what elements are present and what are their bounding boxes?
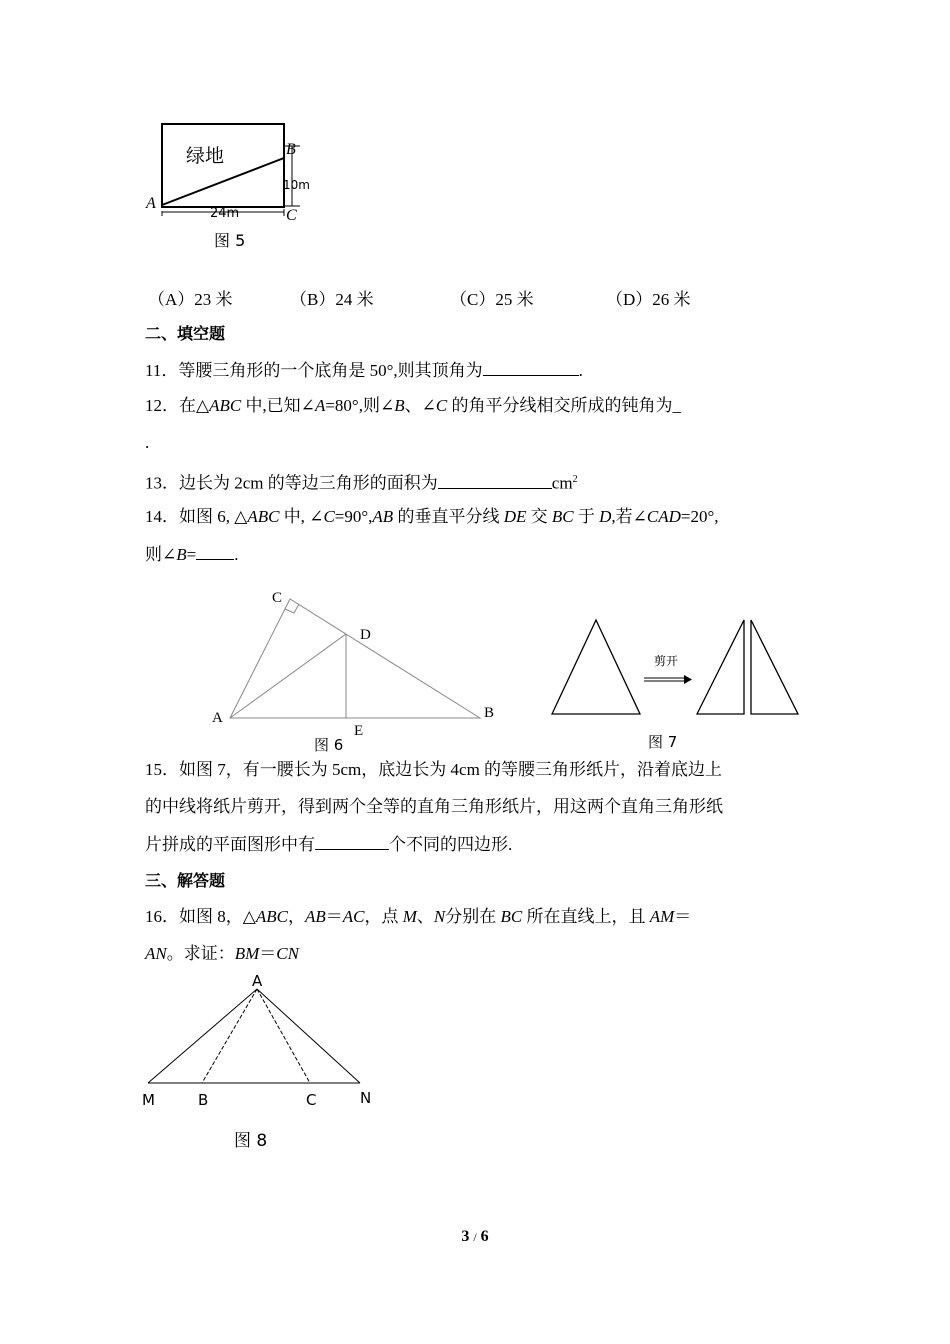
segment-am — [148, 989, 257, 1083]
option-b: （B）24 米 — [290, 290, 374, 309]
option-d: （D）26 米 — [606, 290, 691, 309]
arrow-head — [684, 675, 692, 684]
option-a: （A）23 米 — [148, 290, 233, 309]
arrow-label: 剪开 — [654, 654, 679, 668]
answer-blank — [483, 359, 579, 376]
label-a: A — [212, 710, 223, 726]
figure-6 — [200, 582, 520, 757]
label-b: B — [484, 705, 495, 721]
label-m: M — [142, 1091, 155, 1109]
question-15-line1: 15．如图 7，有一腰长为 5cm，底边长为 4cm 的等腰三角形纸片，沿着底边上 — [145, 760, 723, 779]
label-a: A — [146, 195, 156, 212]
answer-blank — [438, 472, 552, 489]
question-14-cont: 则∠B= . — [145, 545, 239, 564]
answer-blank — [315, 833, 389, 850]
segment-ac — [257, 989, 310, 1083]
section-fill-blank: 二、填空题 — [145, 324, 226, 343]
label-c: C — [286, 207, 297, 224]
question-13: 13．边长为 2cm 的等边三角形的面积为 $cm^2$ — [145, 473, 578, 493]
figure-5 — [140, 118, 320, 258]
triangle-abc — [230, 599, 480, 718]
question-16: 16．如图 8，△ABC，AB＝AC，点 M、N分别在 BC 所在直线上，且 AM＝ — [145, 907, 692, 926]
label-c: C — [272, 590, 283, 606]
label-b: B — [286, 141, 296, 158]
right-triangle-right — [751, 620, 798, 714]
segment-ad — [230, 634, 346, 718]
label-b: B — [198, 1091, 209, 1109]
option-c: （C）25 米 — [450, 290, 534, 309]
right-triangle-left — [697, 620, 744, 714]
segment-an — [257, 989, 360, 1083]
page-number: 3 / 6 — [461, 1228, 489, 1245]
label-len-ac: 24m — [210, 206, 240, 221]
figure-7 — [540, 612, 810, 757]
question-16-cont: AN。求证：BM＝CN — [145, 944, 299, 963]
caption-fig7: 图 7 — [648, 733, 678, 751]
label-e: E — [354, 723, 364, 739]
caption-fig8: 图 8 — [234, 1131, 268, 1151]
label-region: 绿地 — [186, 145, 225, 167]
label-len-bc: 10m — [283, 178, 310, 192]
section-solve: 三、解答题 — [145, 871, 226, 890]
question-15-line3: 片拼成的平面图形中有 个不同的四边形. — [145, 835, 513, 854]
figure-8 — [138, 972, 388, 1157]
caption-fig6: 图 6 — [314, 736, 344, 754]
caption-fig5: 图 5 — [214, 231, 246, 250]
segment-ab — [202, 989, 257, 1083]
label-a: A — [252, 972, 263, 990]
answer-blank — [196, 543, 234, 560]
question-11: 11．等腰三角形的一个底角是 50°,则其顶角为 . — [145, 361, 583, 380]
label-d: D — [360, 627, 371, 643]
isosceles-triangle — [552, 620, 640, 714]
question-12-cont: . — [145, 433, 150, 452]
label-n: N — [360, 1089, 372, 1107]
question-14: 14．如图 6, △ABC 中, ∠C=90°,AB 的垂直平分线 DE 交 BC 于 D,若∠CAD=20°, — [145, 507, 719, 526]
label-c: C — [306, 1091, 317, 1109]
question-12: 12．在△ABC 中,已知∠A=80°,则∠B、∠C 的角平分线相交所成的钝角为_ — [145, 396, 681, 415]
question-15-line2: 的中线将纸片剪开，得到两个全等的直角三角形纸片，用这两个直角三角形纸 — [145, 797, 723, 816]
